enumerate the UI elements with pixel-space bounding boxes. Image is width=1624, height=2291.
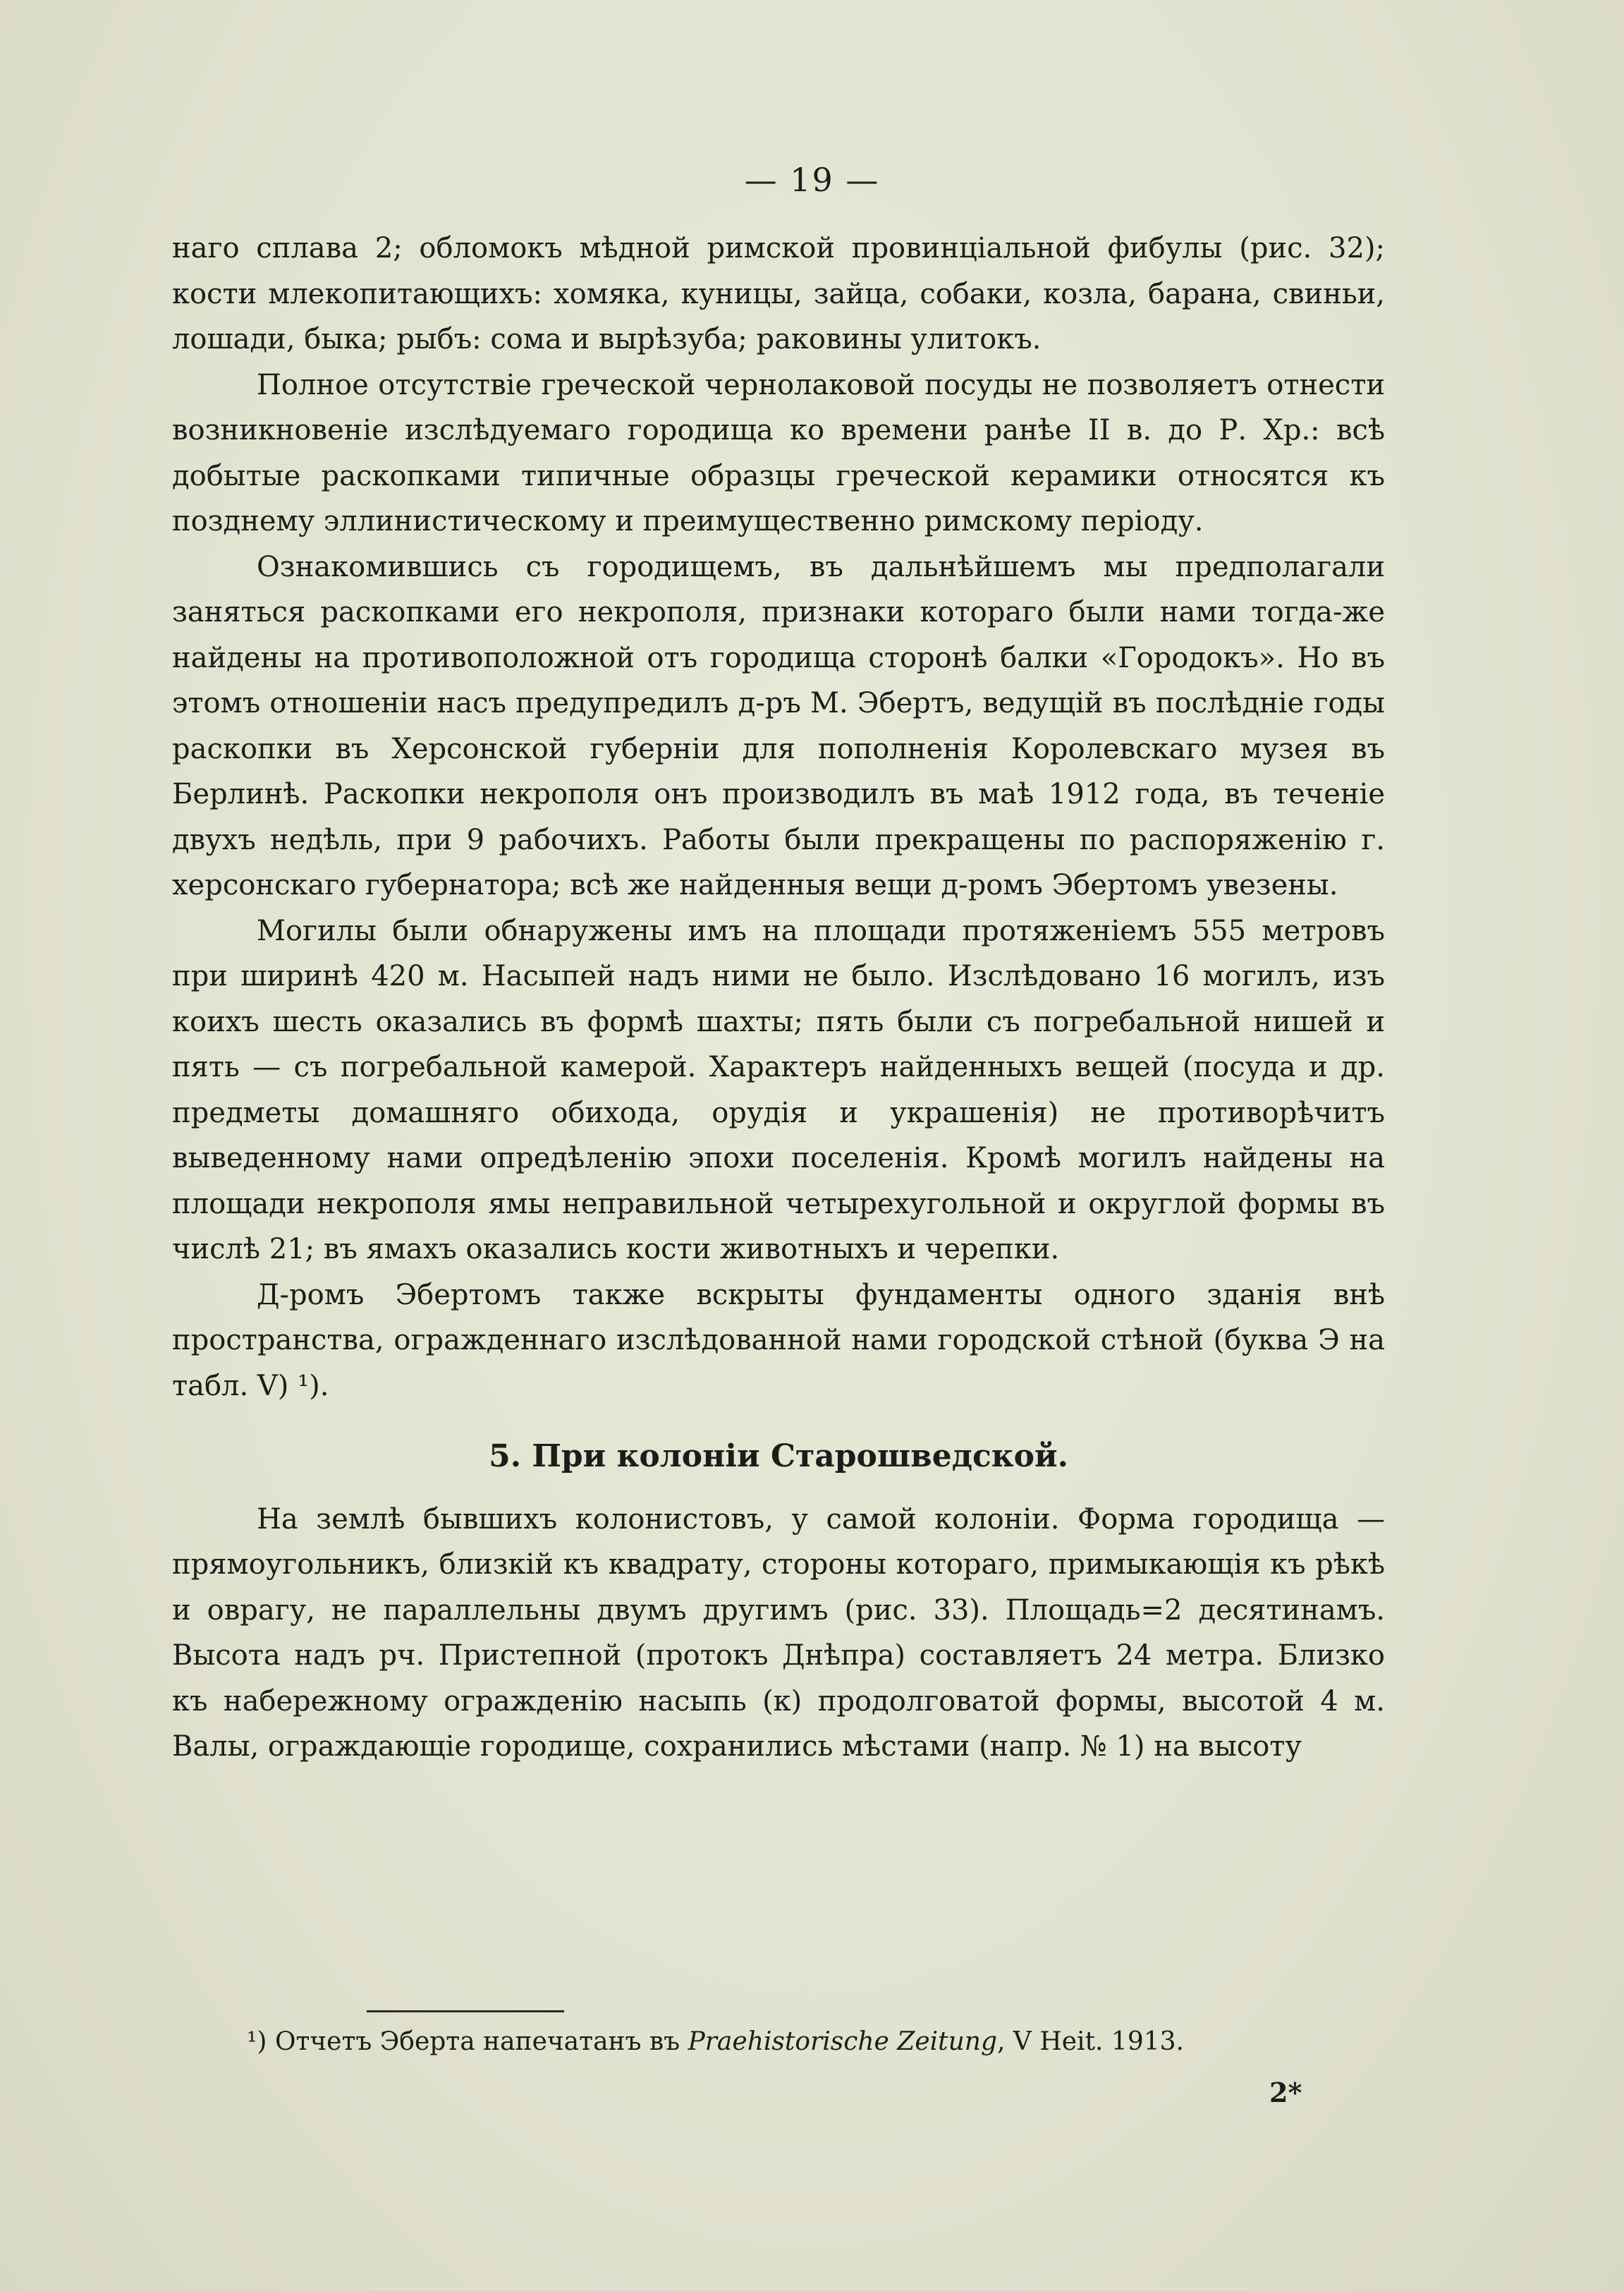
footnote-divider	[367, 2010, 564, 2012]
footnote-marker: ¹)	[247, 2027, 267, 2056]
footnote	[247, 2023, 1389, 2061]
section-heading: 5. При колоніи Старошведской.	[489, 1438, 1068, 1474]
paragraph: Полное отсутствіе греческой чернолаковой посуды не позволяетъ отнести возникновеніе изслѣдуемаго городища ко времени ранѣе II в. до Р. Хр.: всѣ добытые раскопками типичные образцы греческой керамики относятся къ позднему эллинистическому и преимущественно римскому періоду.	[172, 368, 1385, 537]
footnote-journal-title: Praehistorische Zeitung	[688, 2027, 998, 2056]
page-number: — 19 —	[744, 161, 880, 199]
body-text	[172, 226, 1385, 1770]
paragraph: Могилы были обнаружены имъ на площади протяженіемъ 555 метровъ при ширинѣ 420 м. Насыпей надъ ними не было. Изслѣдовано 16 могилъ, изъ коихъ шесть оказались въ формѣ шахты; пять были съ погребальной нишей и пять — съ погребальной камерой. Характеръ найденныхъ вещей (посуда и др. предметы домашняго обихода, орудія и украшенія) не противорѣчитъ выведенному нами опредѣленію эпохи поселенія. Кромѣ могилъ найдены на площади некрополя ямы неправильной четырехугольной и округлой формы въ числѣ 21; въ ямахъ оказались кости животныхъ и черепки.	[172, 914, 1385, 1265]
footnote-text: Отчетъ Эберта напечатанъ въ	[274, 2027, 680, 2056]
paragraph: На землѣ бывшихъ колонистовъ, у самой колоніи. Форма городища — прямоугольникъ, близкій къ квадрату, стороны котораго, примыкающія къ рѣкѣ и оврагу, не параллельны двумъ другимъ (рис. 33). Площадь=2 десятинамъ. Высота надъ рч. Пристепной (протокъ Днѣпра) составляетъ 24 метра. Близко къ набережному огражденію насыпь (к) продолговатой формы, высотой 4 м. Валы, ограждающіе городище, сохранились мѣстами (напр. № 1) на высоту	[172, 1502, 1385, 1763]
footnote-issue: , V Heit. 1913.	[997, 2027, 1184, 2056]
paragraph: Д-ромъ Эбертомъ также вскрыты фундаменты одного зданія внѣ пространства, огражденнаго изслѣдованной нами городской стѣной (буква Э на табл. V) ¹).	[172, 1278, 1385, 1402]
paragraph: наго сплава 2; обломокъ мѣдной римской провинціальной фибулы (рис. 32); кости млекопитающихъ: хомяка, куницы, зайца, собаки, козла, барана, свиньи, лошади, быка; рыбъ: сома и вырѣзуба; раковины улитокъ.	[172, 232, 1385, 356]
signature-mark: 2*	[1269, 2077, 1302, 2108]
paragraph: Ознакомившись съ городищемъ, въ дальнѣйшемъ мы предполагали заняться раскопками его некрополя, признаки котораго были нами тогда-же найдены на противоположной отъ городища сторонѣ балки «Городокъ». Но въ этомъ отношеніи насъ предупредилъ д-ръ М. Эбертъ, ведущій въ послѣдніе годы раскопки въ Херсонской губерніи для пополненія Королевскаго музея въ Берлинѣ. Раскопки некрополя онъ производилъ въ маѣ 1912 года, въ теченіе двухъ недѣль, при 9 рабочихъ. Работы были прекращены по распоряженію г. херсонскаго губернатора; всѣ же найденныя вещи д-ромъ Эбертомъ увезены.	[172, 550, 1385, 901]
